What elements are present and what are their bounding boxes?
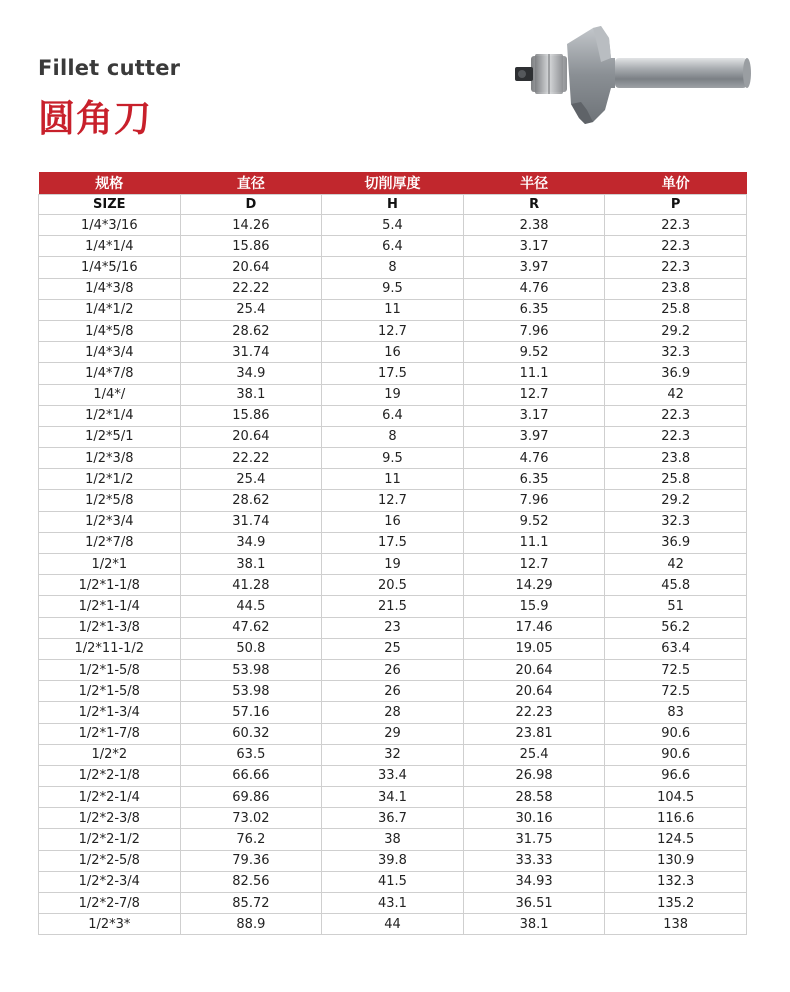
table-body (39, 215, 747, 935)
cell-size: 1/2*3/4 (39, 511, 181, 532)
table-row (39, 723, 747, 744)
cell-size: 1/4*5/8 (39, 320, 181, 341)
cell-size: 1/4*/ (39, 384, 181, 405)
cell-diameter: 34.9 (180, 532, 322, 553)
cell-diameter: 63.5 (180, 744, 322, 765)
header-cell-radius: 半径 (463, 172, 605, 195)
table-row (39, 914, 747, 935)
cell-diameter: 66.66 (180, 765, 322, 786)
cell-radius: 28.58 (463, 787, 605, 808)
cell-radius: 3.17 (463, 405, 605, 426)
cell-price: 36.9 (605, 532, 747, 553)
subheader-cell-r: R (463, 195, 605, 215)
cell-radius: 20.64 (463, 659, 605, 680)
cell-diameter: 14.26 (180, 215, 322, 236)
cell-size: 1/2*3* (39, 914, 181, 935)
cell-cut-thickness: 25 (322, 638, 464, 659)
table-row (39, 405, 747, 426)
cell-size: 1/4*1/2 (39, 299, 181, 320)
cell-cut-thickness: 26 (322, 659, 464, 680)
table-row (39, 236, 747, 257)
cell-diameter: 34.9 (180, 363, 322, 384)
cell-size: 1/2*1-5/8 (39, 659, 181, 680)
cell-radius: 34.93 (463, 871, 605, 892)
cell-size: 1/2*2-5/8 (39, 850, 181, 871)
subheader-cell-size: SIZE (39, 195, 181, 215)
table-row (39, 469, 747, 490)
cell-radius: 9.52 (463, 342, 605, 363)
cell-cut-thickness: 32 (322, 744, 464, 765)
cell-radius: 20.64 (463, 681, 605, 702)
cell-radius: 3.17 (463, 236, 605, 257)
cell-price: 22.3 (605, 426, 747, 447)
cell-radius: 31.75 (463, 829, 605, 850)
table-row (39, 893, 747, 914)
cell-size: 1/2*3/8 (39, 448, 181, 469)
cell-diameter: 79.36 (180, 850, 322, 871)
cell-cut-thickness: 6.4 (322, 236, 464, 257)
cell-size: 1/2*1-7/8 (39, 723, 181, 744)
table-row (39, 257, 747, 278)
cell-diameter: 88.9 (180, 914, 322, 935)
table-row (39, 320, 747, 341)
cell-radius: 6.35 (463, 299, 605, 320)
header-cell-cut-thickness: 切削厚度 (322, 172, 464, 195)
cell-diameter: 73.02 (180, 808, 322, 829)
table-row (39, 384, 747, 405)
cell-size: 1/2*11-1/2 (39, 638, 181, 659)
table-row (39, 426, 747, 447)
product-title-en: Fillet cutter (38, 56, 181, 80)
cell-price: 96.6 (605, 765, 747, 786)
cell-price: 32.3 (605, 511, 747, 532)
cell-cut-thickness: 34.1 (322, 787, 464, 808)
cell-size: 1/2*2-3/8 (39, 808, 181, 829)
header-cell-diameter: 直径 (180, 172, 322, 195)
table-row (39, 575, 747, 596)
table-row (39, 511, 747, 532)
cell-price: 90.6 (605, 723, 747, 744)
cell-diameter: 28.62 (180, 320, 322, 341)
subheader-cell-h: H (322, 195, 464, 215)
cell-diameter: 20.64 (180, 426, 322, 447)
cell-price: 23.8 (605, 448, 747, 469)
cell-cut-thickness: 12.7 (322, 320, 464, 341)
cell-diameter: 57.16 (180, 702, 322, 723)
cell-cut-thickness: 16 (322, 511, 464, 532)
cell-cut-thickness: 36.7 (322, 808, 464, 829)
cell-cut-thickness: 29 (322, 723, 464, 744)
table-row (39, 765, 747, 786)
cell-radius: 11.1 (463, 363, 605, 384)
cell-price: 104.5 (605, 787, 747, 808)
cell-price: 25.8 (605, 299, 747, 320)
cell-cut-thickness: 11 (322, 469, 464, 490)
cell-cut-thickness: 12.7 (322, 490, 464, 511)
cell-price: 130.9 (605, 850, 747, 871)
cell-diameter: 60.32 (180, 723, 322, 744)
table-row (39, 829, 747, 850)
cell-price: 32.3 (605, 342, 747, 363)
cell-size: 1/2*2 (39, 744, 181, 765)
cell-cut-thickness: 5.4 (322, 215, 464, 236)
table-row (39, 215, 747, 236)
cell-diameter: 50.8 (180, 638, 322, 659)
cell-cut-thickness: 26 (322, 681, 464, 702)
cell-radius: 17.46 (463, 617, 605, 638)
cell-size: 1/4*1/4 (39, 236, 181, 257)
cell-cut-thickness: 6.4 (322, 405, 464, 426)
cell-size: 1/2*1/4 (39, 405, 181, 426)
cell-size: 1/2*1/2 (39, 469, 181, 490)
cell-cut-thickness: 43.1 (322, 893, 464, 914)
cell-diameter: 31.74 (180, 342, 322, 363)
cell-size: 1/4*3/8 (39, 278, 181, 299)
cell-price: 138 (605, 914, 747, 935)
cell-diameter: 53.98 (180, 659, 322, 680)
cell-size: 1/4*3/16 (39, 215, 181, 236)
cell-radius: 6.35 (463, 469, 605, 490)
cell-diameter: 44.5 (180, 596, 322, 617)
cell-diameter: 41.28 (180, 575, 322, 596)
cell-size: 1/2*1-3/8 (39, 617, 181, 638)
cell-diameter: 22.22 (180, 448, 322, 469)
cell-radius: 36.51 (463, 893, 605, 914)
cell-price: 29.2 (605, 490, 747, 511)
cell-radius: 9.52 (463, 511, 605, 532)
subheader-cell-d: D (180, 195, 322, 215)
header-cell-size: 规格 (39, 172, 181, 195)
cell-diameter: 85.72 (180, 893, 322, 914)
table-row (39, 744, 747, 765)
cell-size: 1/2*1-5/8 (39, 681, 181, 702)
cell-size: 1/2*5/8 (39, 490, 181, 511)
cell-price: 63.4 (605, 638, 747, 659)
cell-size: 1/2*7/8 (39, 532, 181, 553)
subheader-cell-p: P (605, 195, 747, 215)
cell-price: 90.6 (605, 744, 747, 765)
cell-diameter: 47.62 (180, 617, 322, 638)
table-subheader-row (39, 195, 747, 215)
cell-cut-thickness: 41.5 (322, 871, 464, 892)
cell-cut-thickness: 33.4 (322, 765, 464, 786)
cell-radius: 23.81 (463, 723, 605, 744)
cell-radius: 7.96 (463, 320, 605, 341)
cell-radius: 7.96 (463, 490, 605, 511)
table-row (39, 871, 747, 892)
cell-price: 51 (605, 596, 747, 617)
table-row (39, 681, 747, 702)
cell-price: 124.5 (605, 829, 747, 850)
table-row (39, 808, 747, 829)
table-row (39, 448, 747, 469)
table-row (39, 850, 747, 871)
cell-price: 56.2 (605, 617, 747, 638)
cell-radius: 3.97 (463, 426, 605, 447)
cell-radius: 38.1 (463, 914, 605, 935)
cell-size: 1/4*5/16 (39, 257, 181, 278)
cell-radius: 4.76 (463, 278, 605, 299)
header-cell-price: 单价 (605, 172, 747, 195)
cell-price: 72.5 (605, 659, 747, 680)
cell-radius: 14.29 (463, 575, 605, 596)
cell-cut-thickness: 38 (322, 829, 464, 850)
cell-cut-thickness: 9.5 (322, 448, 464, 469)
product-title-cn: 圆角刀 (38, 97, 152, 140)
cell-size: 1/2*5/1 (39, 426, 181, 447)
cell-size: 1/4*3/4 (39, 342, 181, 363)
cell-price: 45.8 (605, 575, 747, 596)
cell-price: 25.8 (605, 469, 747, 490)
cell-size: 1/2*2-3/4 (39, 871, 181, 892)
table-row (39, 278, 747, 299)
cell-cut-thickness: 19 (322, 384, 464, 405)
cell-size: 1/2*1-1/8 (39, 575, 181, 596)
cell-price: 72.5 (605, 681, 747, 702)
cell-diameter: 20.64 (180, 257, 322, 278)
cell-cut-thickness: 17.5 (322, 532, 464, 553)
cell-diameter: 69.86 (180, 787, 322, 808)
table-row (39, 342, 747, 363)
cell-radius: 33.33 (463, 850, 605, 871)
cell-radius: 15.9 (463, 596, 605, 617)
cell-radius: 2.38 (463, 215, 605, 236)
cell-cut-thickness: 28 (322, 702, 464, 723)
table-row (39, 363, 747, 384)
cell-cut-thickness: 16 (322, 342, 464, 363)
cell-size: 1/2*1-3/4 (39, 702, 181, 723)
table-row (39, 638, 747, 659)
cell-diameter: 25.4 (180, 469, 322, 490)
table-row (39, 617, 747, 638)
cell-radius: 3.97 (463, 257, 605, 278)
cell-diameter: 53.98 (180, 681, 322, 702)
cell-radius: 4.76 (463, 448, 605, 469)
cell-size: 1/2*2-1/2 (39, 829, 181, 850)
cell-radius: 22.23 (463, 702, 605, 723)
cell-size: 1/2*1 (39, 554, 181, 575)
cell-radius: 11.1 (463, 532, 605, 553)
cell-cut-thickness: 8 (322, 426, 464, 447)
cell-size: 1/2*2-1/4 (39, 787, 181, 808)
cell-diameter: 28.62 (180, 490, 322, 511)
cell-cut-thickness: 17.5 (322, 363, 464, 384)
table-row (39, 787, 747, 808)
cell-price: 36.9 (605, 363, 747, 384)
cell-cut-thickness: 19 (322, 554, 464, 575)
cell-diameter: 38.1 (180, 554, 322, 575)
table-row (39, 532, 747, 553)
cell-cut-thickness: 23 (322, 617, 464, 638)
cell-diameter: 31.74 (180, 511, 322, 532)
router-bit-image (505, 18, 755, 136)
cell-diameter: 82.56 (180, 871, 322, 892)
cell-cut-thickness: 9.5 (322, 278, 464, 299)
table-row (39, 490, 747, 511)
cell-radius: 12.7 (463, 554, 605, 575)
cell-diameter: 22.22 (180, 278, 322, 299)
table-row (39, 554, 747, 575)
cell-cut-thickness: 11 (322, 299, 464, 320)
cell-cut-thickness: 20.5 (322, 575, 464, 596)
cell-cut-thickness: 21.5 (322, 596, 464, 617)
cell-radius: 12.7 (463, 384, 605, 405)
cell-cut-thickness: 44 (322, 914, 464, 935)
cell-price: 29.2 (605, 320, 747, 341)
cell-price: 83 (605, 702, 747, 723)
cell-size: 1/2*2-1/8 (39, 765, 181, 786)
cell-price: 22.3 (605, 257, 747, 278)
table-row (39, 659, 747, 680)
cell-diameter: 25.4 (180, 299, 322, 320)
cell-price: 22.3 (605, 405, 747, 426)
cell-cut-thickness: 39.8 (322, 850, 464, 871)
cell-price: 42 (605, 384, 747, 405)
cell-cut-thickness: 8 (322, 257, 464, 278)
cell-radius: 19.05 (463, 638, 605, 659)
cell-size: 1/4*7/8 (39, 363, 181, 384)
cell-price: 135.2 (605, 893, 747, 914)
table-row (39, 299, 747, 320)
table-row (39, 596, 747, 617)
cell-size: 1/2*1-1/4 (39, 596, 181, 617)
cell-diameter: 15.86 (180, 236, 322, 257)
cell-diameter: 38.1 (180, 384, 322, 405)
cell-radius: 25.4 (463, 744, 605, 765)
table-header-row (39, 172, 747, 195)
cell-radius: 30.16 (463, 808, 605, 829)
cell-size: 1/2*2-7/8 (39, 893, 181, 914)
cell-diameter: 76.2 (180, 829, 322, 850)
cell-price: 116.6 (605, 808, 747, 829)
cell-price: 42 (605, 554, 747, 575)
cell-radius: 26.98 (463, 765, 605, 786)
cell-diameter: 15.86 (180, 405, 322, 426)
cell-price: 22.3 (605, 215, 747, 236)
cell-price: 23.8 (605, 278, 747, 299)
cell-price: 22.3 (605, 236, 747, 257)
table-row (39, 702, 747, 723)
spec-table (38, 172, 747, 935)
cell-price: 132.3 (605, 871, 747, 892)
